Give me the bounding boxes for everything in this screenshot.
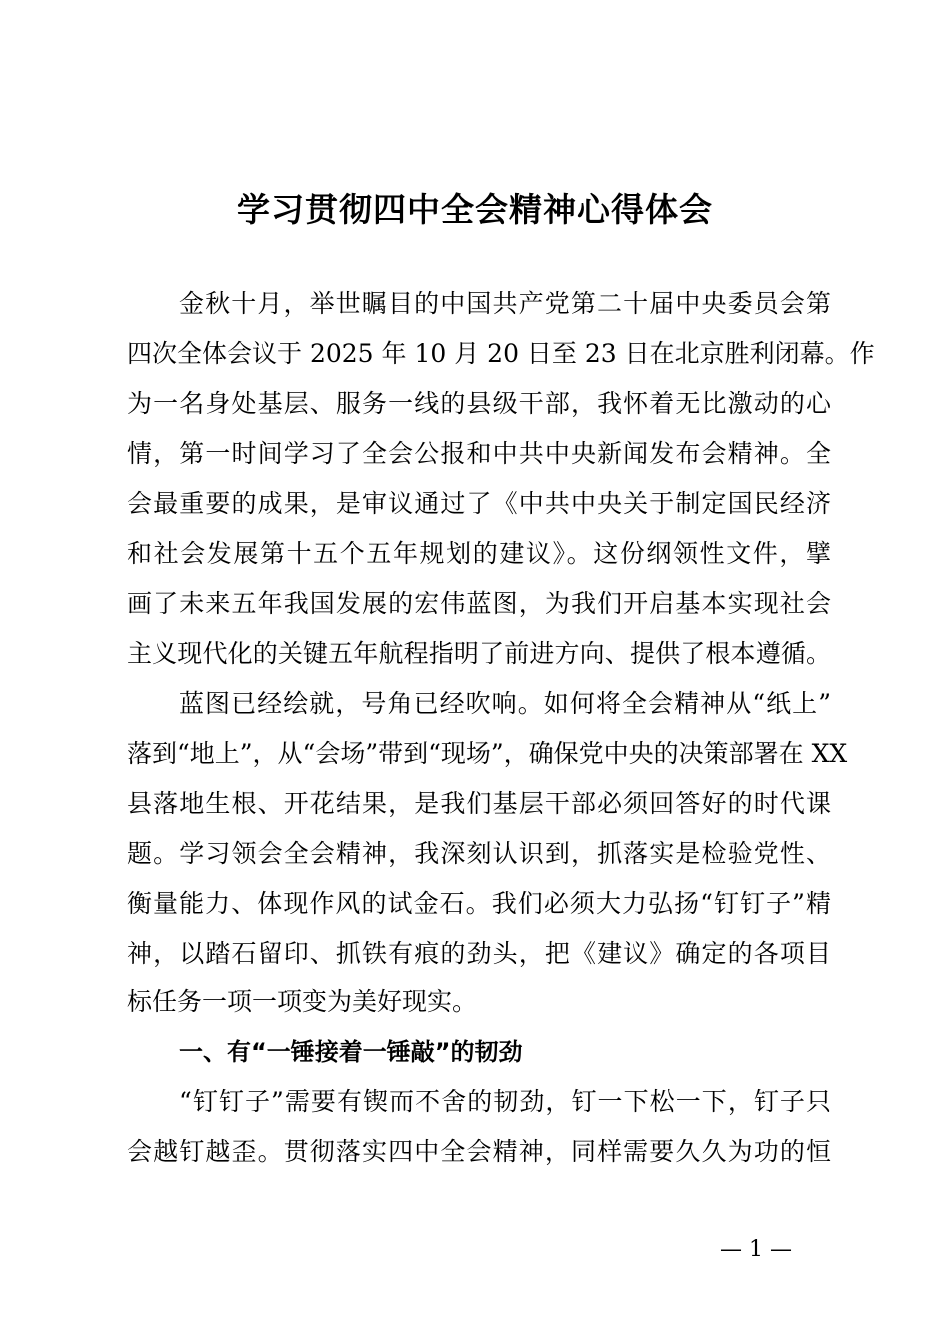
text-line: 为一名身处基层、服务一线的县级干部，我怀着无比激动的心 [127, 389, 831, 418]
text-line: 落到“地上”，从“会场”带到“现场”，确保党中央的决策部署在 XX [127, 739, 848, 768]
document-title: 学习贯彻四中全会精神心得体会 [237, 190, 713, 229]
text-line: 题。学习领会全会精神，我深刻认识到，抓落实是检验党性、 [127, 839, 831, 868]
text-line: 县落地生根、开花结果，是我们基层干部必须回答好的时代课 [127, 789, 831, 818]
text-line: 神，以踏石留印、抓铁有痕的劲头，把《建议》确定的各项目 [127, 939, 831, 968]
text-line: 会越钉越歪。贯彻落实四中全会精神，同样需要久久为功的恒 [127, 1137, 831, 1166]
text-line: 金秋十月，举世瞩目的中国共产党第二十届中央委员会第 [179, 289, 831, 318]
text-line: 会最重要的成果，是审议通过了《中共中央关于制定国民经济 [127, 489, 831, 518]
text-line: 情，第一时间学习了全会公报和中共中央新闻发布会精神。全 [127, 439, 831, 468]
text-line: 蓝图已经绘就，号角已经吹响。如何将全会精神从“纸上” [179, 689, 831, 718]
text-line: 画了未来五年我国发展的宏伟蓝图，为我们开启基本实现社会 [127, 589, 831, 618]
page-number: — 1 — [720, 1237, 792, 1262]
text-line: 和社会发展第十五个五年规划的建议》。这份纲领性文件，擘 [127, 539, 831, 568]
text-line: 衡量能力、体现作风的试金石。我们必须大力弘扬“钉钉子”精 [127, 889, 831, 918]
text-line: 四次全体会议于 2025 年 10 月 20 日至 23 日在北京胜利闭幕。作 [127, 339, 875, 368]
text-line: “钉钉子”需要有锲而不舍的韧劲，钉一下松一下，钉子只 [179, 1087, 831, 1116]
text-line: 标任务一项一项变为美好现实。 [127, 987, 478, 1016]
text-line: 主义现代化的关键五年航程指明了前进方向、提供了根本遵循。 [127, 639, 831, 668]
section-heading: 一、有“一锤接着一锤敲”的韧劲 [179, 1038, 523, 1066]
